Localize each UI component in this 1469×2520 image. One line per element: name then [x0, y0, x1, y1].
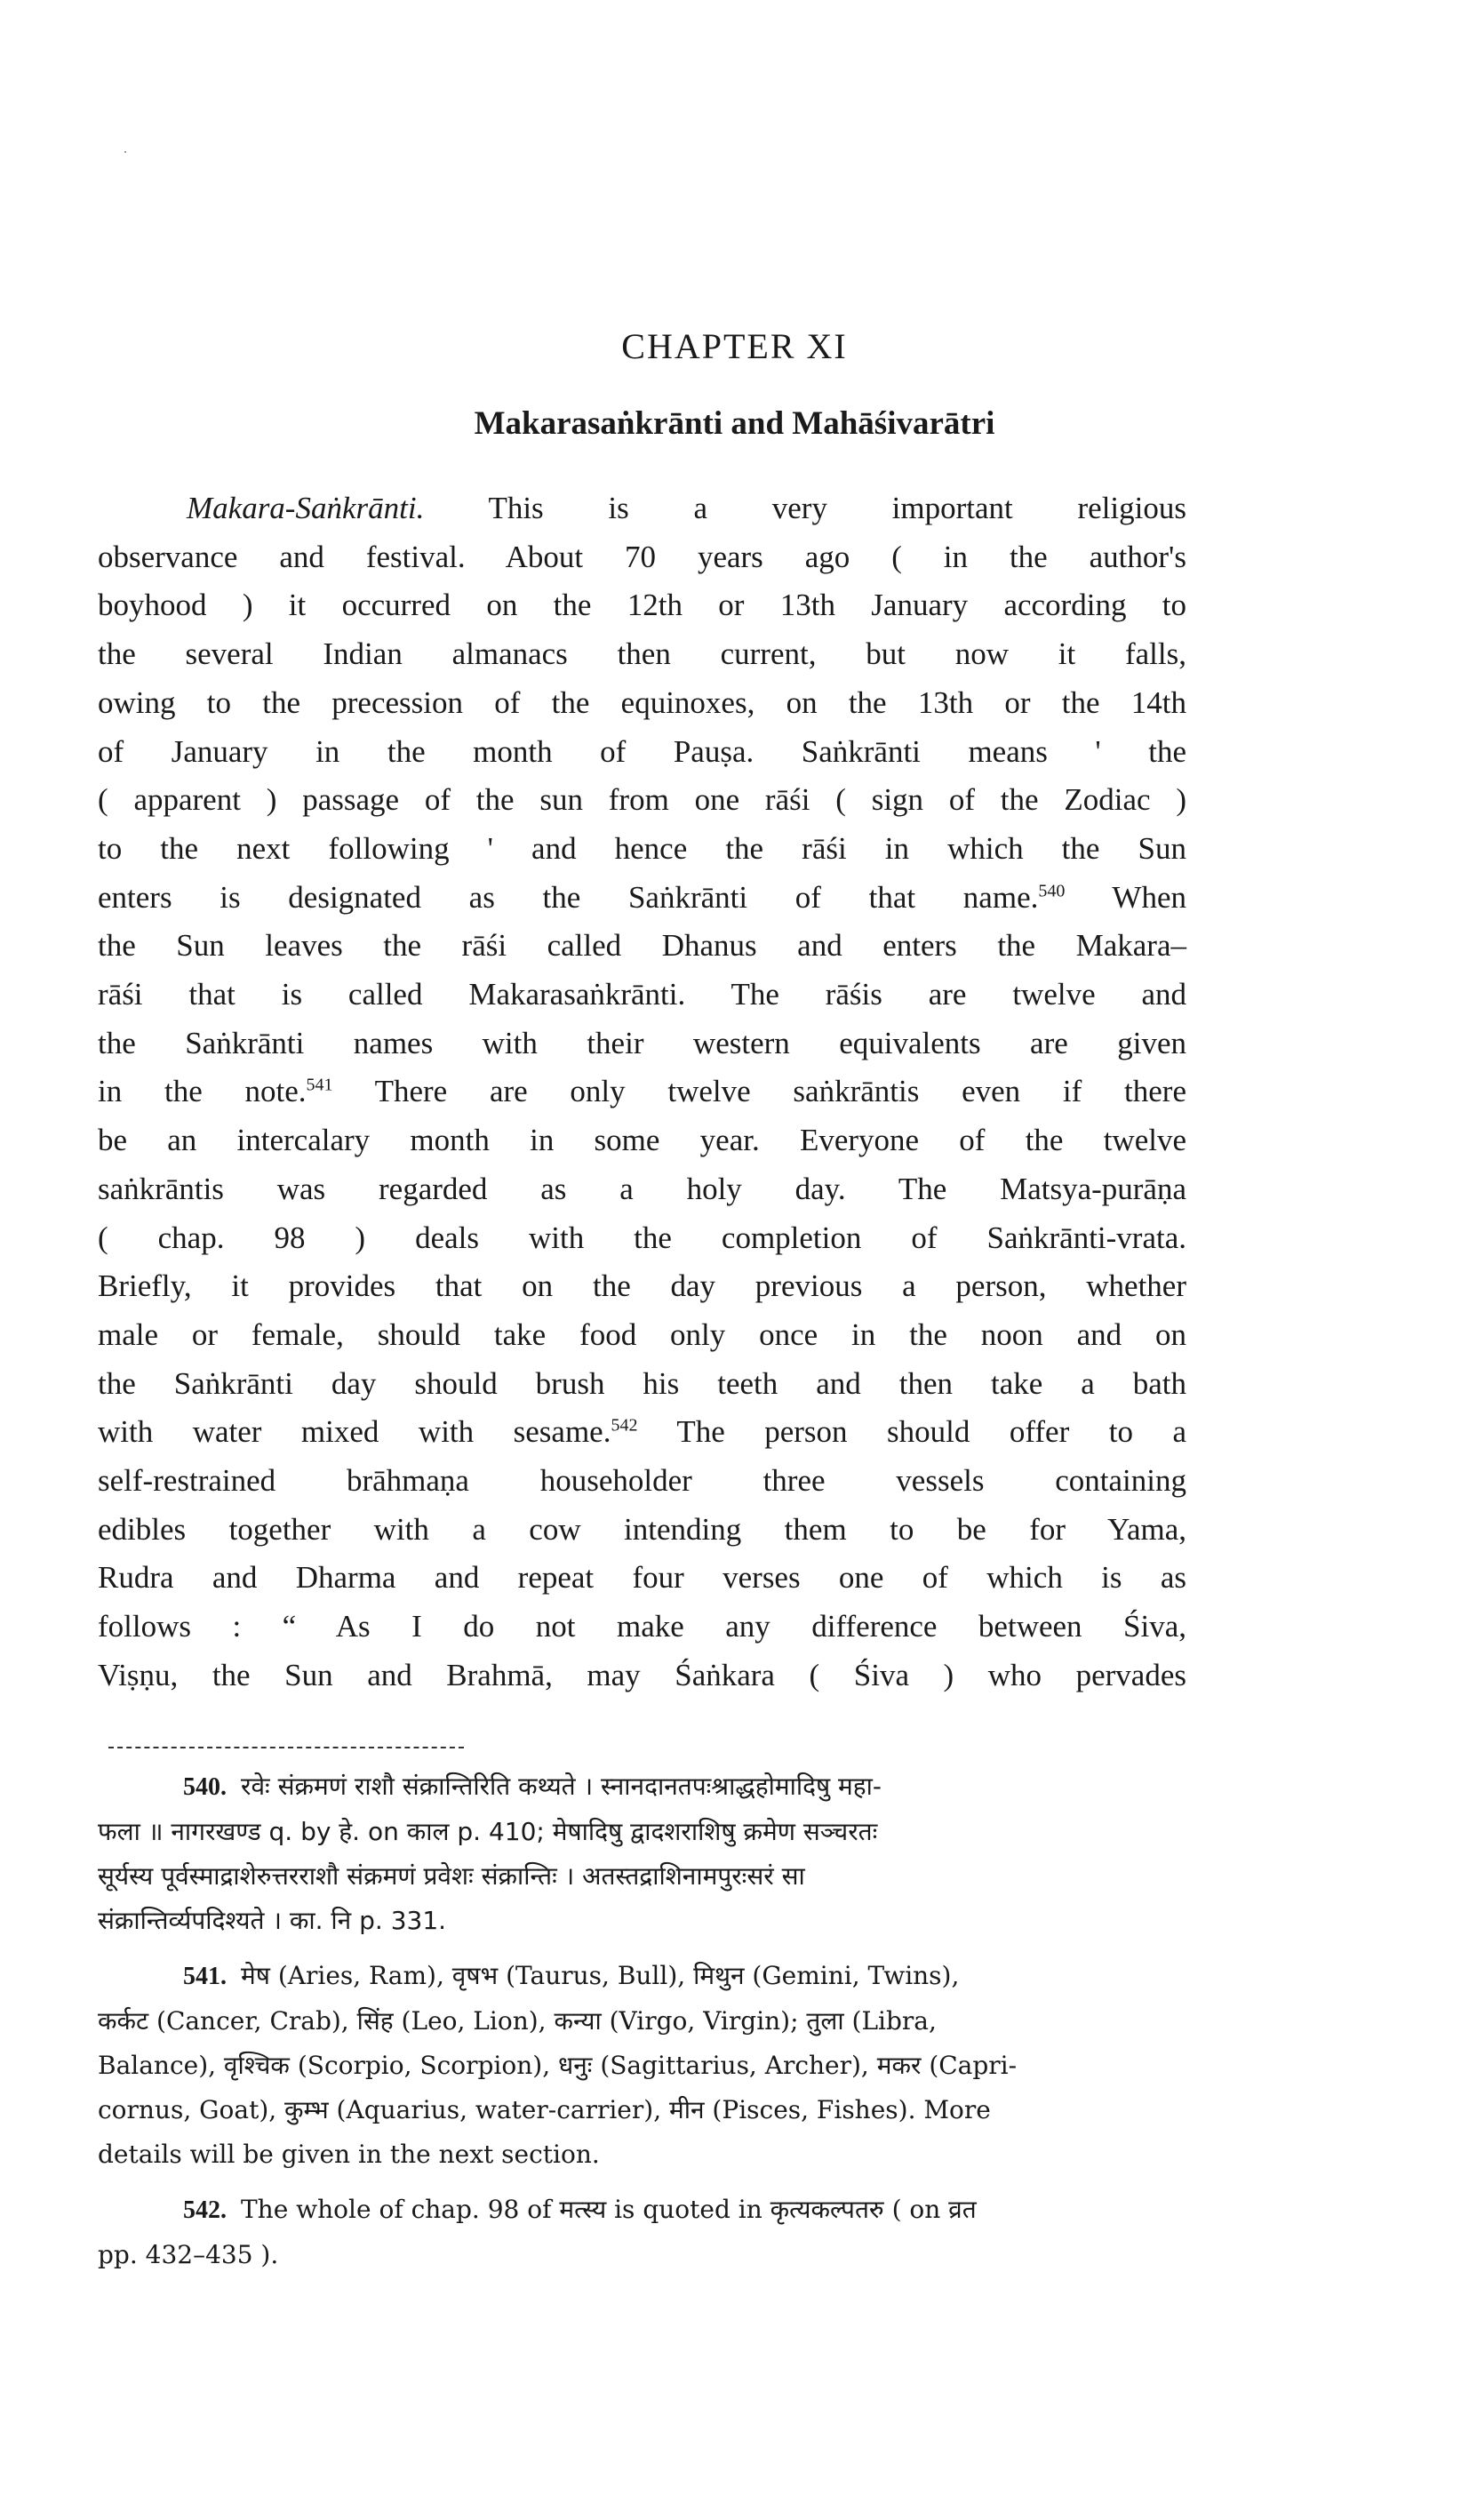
footnote-number: 541.: [183, 1963, 227, 1990]
paragraph-line: male or female, should take food only once in the noon and on: [98, 1316, 1186, 1352]
footnote-divider: [108, 1747, 464, 1748]
paragraph-line: owing to the precession of the equinoxes, on the 13th or the 14th: [98, 684, 1186, 720]
footnote-line: संक्रान्तिर्व्यपदिश्यते । का. नि p. 331.: [98, 1906, 447, 1935]
paragraph-line: the Sun leaves the rāśi called Dhanus and enters the Makara–: [98, 928, 1186, 964]
paragraph-line: in the note.$^{541}$ There are only twelve saṅkrāntis even if there: [98, 1074, 1186, 1109]
footnote-line: The whole of chap. 98 of मत्स्य is quoted in कृत्यकल्पतरु ( on व्रत: [241, 2195, 977, 2224]
footnote-number: 540.: [183, 1773, 227, 1801]
paragraph-line: Makara-Saṅkrānti. This is a very important religious: [187, 491, 1186, 525]
footnote-ref-541[interactable]: 541: [306, 1075, 333, 1095]
paragraph-line: observance and festival. About 70 years ago ( in the author's: [98, 539, 1186, 574]
paragraph-line: self-restrained brāhmaṇa householder three vessels containing: [98, 1463, 1186, 1499]
paragraph-line: follows : “ As I do not make any difference between Śiva,: [98, 1609, 1186, 1644]
footnote-line: मेष (Aries, Ram), वृषभ (Taurus, Bull), मिथुन (Gemini, Twins),: [241, 1961, 960, 1990]
chapter-subtitle: Makarasaṅkrānti and Mahāśivarātri: [474, 405, 995, 442]
footnote-line: details will be given in the next section.: [98, 2140, 600, 2169]
main-paragraph: [98, 484, 1186, 1700]
footnote-line: cornus, Goat), कुम्भ (Aquarius, water-carrier), मीन (Pisces, Fishes). More: [98, 2095, 991, 2124]
paragraph-line: Briefly, it provides that on the day previous a person, whether: [98, 1268, 1186, 1304]
footnote-540: [98, 1764, 1186, 1943]
footnote-line: कर्कट (Cancer, Crab), सिंह (Leo, Lion), कन्या (Virgo, Virgin); तुला (Libra,: [98, 2006, 937, 2036]
footnote-line: सूर्यस्य पूर्वस्माद्राशेरुत्तरराशौ संक्रमणं प्रवेशः संक्रान्तिः । अतस्तद्राशिनामपुरःसरं सा: [98, 1861, 805, 1891]
paragraph-line: the Saṅkrānti names with their western equivalents are given: [98, 1025, 1186, 1060]
paragraph-line: ( apparent ) passage of the sun from one rāśi ( sign of the Zodiac ): [98, 782, 1186, 818]
paragraph-line: saṅkrāntis was regarded as a holy day. The Matsya-purāṇa: [98, 1171, 1186, 1206]
footnote-ref-542[interactable]: 542: [611, 1415, 638, 1436]
paragraph-line: Viṣṇu, the Sun and Brahmā, may Śaṅkara ( Śiva ) who pervades: [98, 1657, 1186, 1692]
paragraph-line: Rudra and Dharma and repeat four verses one of which is as: [98, 1560, 1186, 1596]
footnote-line: pp. 432–435 ).: [98, 2240, 279, 2269]
paragraph-line: of January in the month of Pauṣa. Saṅkrānti means ' the: [98, 733, 1186, 769]
paragraph-line: boyhood ) it occurred on the 12th or 13th January according to: [98, 588, 1186, 623]
paragraph-line: be an intercalary month in some year. Everyone of the twelve: [98, 1123, 1186, 1158]
footnote-line: रवेः संक्रमणं राशौ संक्रान्तिरिति कथ्यते । स्नानदानतपःश्राद्धहोमादिषु महा-: [241, 1772, 882, 1801]
footnote-541: [98, 1954, 1186, 2177]
scan-speck: [124, 151, 126, 153]
paragraph-line: the several Indian almanacs then current, but now it falls,: [98, 636, 1186, 672]
paragraph-line: edibles together with a cow intending them to be for Yama,: [98, 1511, 1186, 1547]
footnote-line: फला ॥ नागरखण्ड q. by हे. on काल p. 410; मेषादिषु द्वादशराशिषु क्रमेण सञ्चरतः: [98, 1817, 878, 1846]
chapter-heading: CHAPTER XI: [621, 326, 848, 366]
paragraph-line: enters is designated as the Saṅkrānti of that name.$^{540}$ When: [98, 879, 1186, 915]
lead-italic-term: Makara-Saṅkrānti.: [187, 491, 425, 525]
footnote-number: 542.: [183, 2196, 227, 2224]
paragraph-line: rāśi that is called Makarasaṅkrānti. The rāśis are twelve and: [98, 977, 1186, 1012]
footnote-ref-540[interactable]: 540: [1038, 880, 1066, 900]
paragraph-line: to the next following ' and hence the rāśi in which the Sun: [98, 830, 1186, 866]
footnotes-section: [98, 1764, 1186, 2288]
footnote-line: Balance), वृश्चिक (Scorpio, Scorpion), धनुः (Sagittarius, Archer), मकर (Capri-: [98, 2051, 1018, 2080]
paragraph-line: with water mixed with sesame.$^{542}$ The person should offer to a: [98, 1414, 1186, 1450]
paragraph-line: ( chap. 98 ) deals with the completion of Saṅkrānti-vrata.: [98, 1220, 1186, 1255]
paragraph-line: the Saṅkrānti day should brush his teeth and then take a bath: [98, 1365, 1186, 1401]
footnote-542: [98, 2188, 1186, 2277]
